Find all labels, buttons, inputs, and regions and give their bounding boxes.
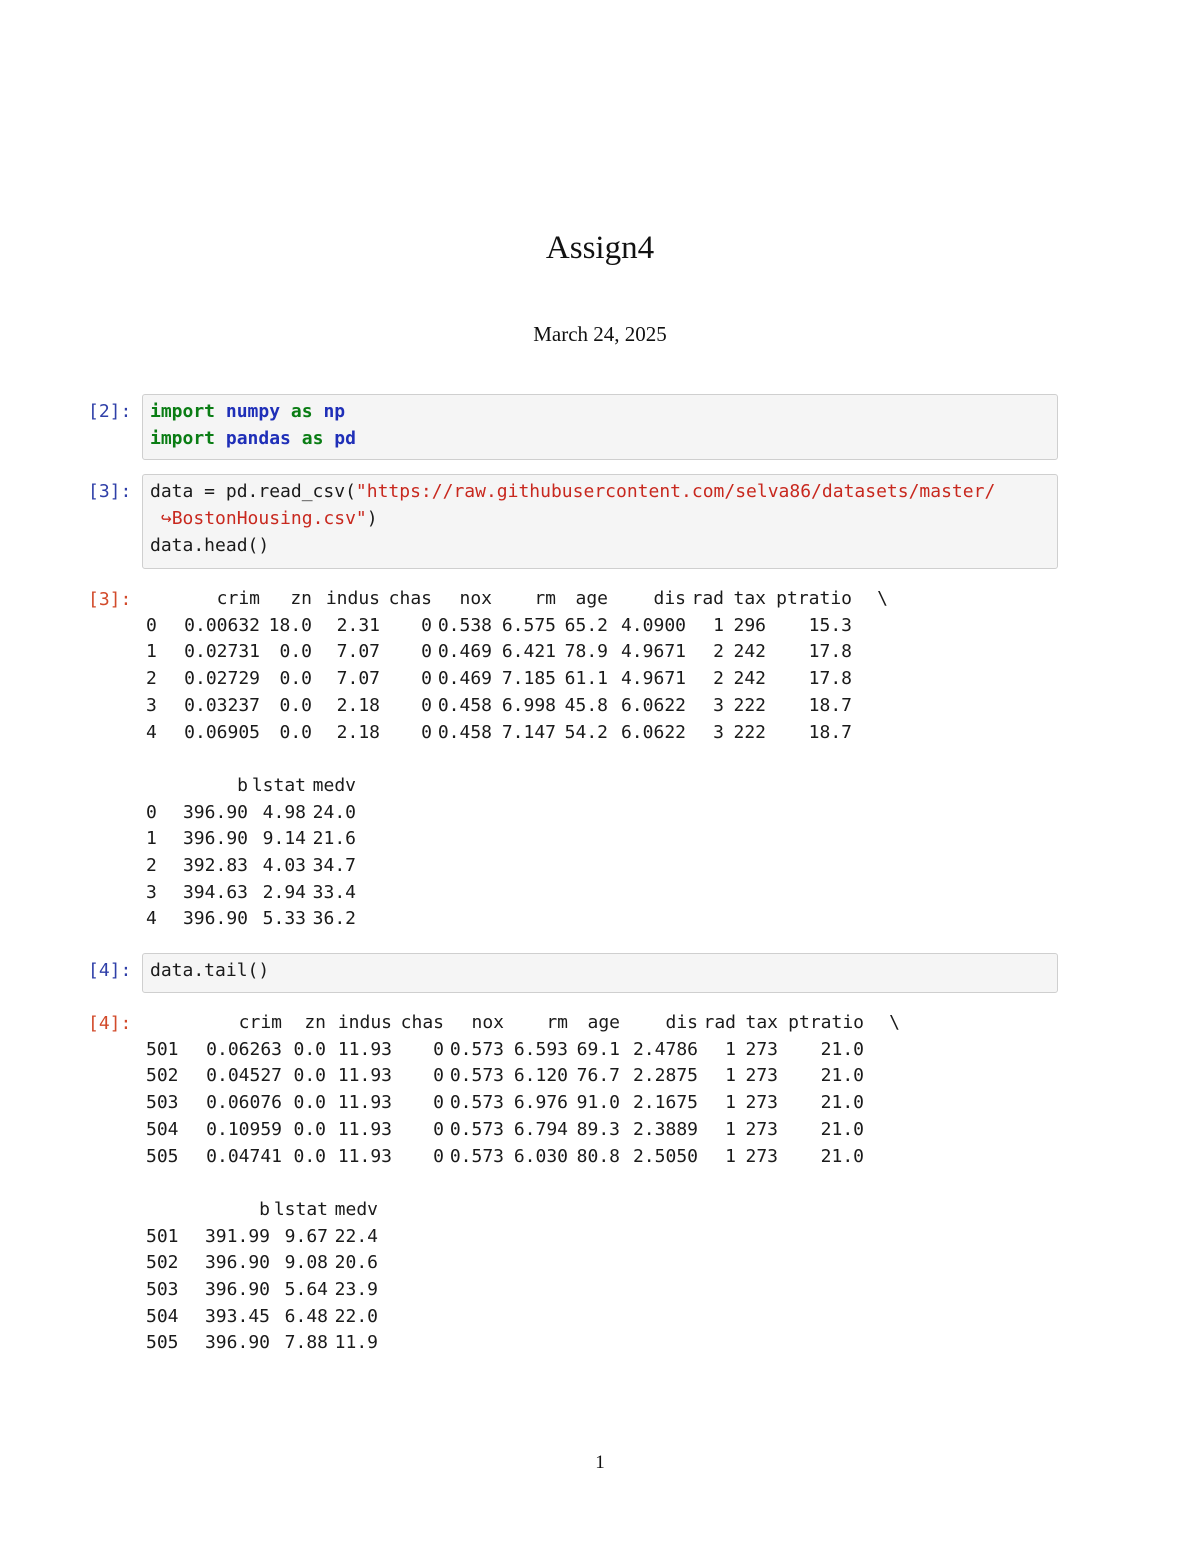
table-cell: 45.8 — [564, 694, 608, 716]
document-title: Assign4 — [545, 230, 655, 266]
table-cell: 11.93 — [337, 1118, 392, 1140]
table-cell: 396.90 — [182, 908, 248, 930]
table-cell: 5.33 — [262, 908, 306, 930]
table-cell: 0.06905 — [184, 721, 260, 743]
table-cell: 54.2 — [564, 721, 608, 743]
table-cell: 0.06263 — [206, 1038, 282, 1060]
table-cell: 2.3889 — [632, 1118, 698, 1140]
column-header — [146, 1197, 204, 1224]
table-cell: 396.90 — [204, 1252, 270, 1274]
table-row — [146, 1090, 900, 1117]
table-cell: 396.90 — [204, 1332, 270, 1354]
table-cell: 0.0 — [279, 668, 312, 690]
code-token: as — [301, 428, 324, 449]
table-cell: 18.0 — [268, 614, 312, 636]
code-line — [150, 398, 1057, 425]
row-index: 2 — [146, 668, 157, 690]
dataframe-output — [146, 586, 888, 933]
table-cell: 0.0 — [293, 1065, 326, 1087]
table-cell — [864, 1063, 900, 1090]
table-cell: 0.573 — [449, 1092, 504, 1114]
row-index: 502 — [146, 1252, 179, 1274]
code-token: as — [290, 401, 313, 422]
table-cell: 0 — [421, 694, 432, 716]
table-cell: 4.98 — [262, 801, 306, 823]
table-cell: 2.18 — [336, 694, 380, 716]
table-cell: 21.0 — [820, 1065, 864, 1087]
table-cell: 0 — [433, 1118, 444, 1140]
table-cell: 0.00632 — [184, 614, 260, 636]
dataframe-table — [146, 773, 356, 933]
table-cell — [864, 1144, 900, 1171]
column-header: ptratio — [776, 588, 852, 609]
table-cell: 21.0 — [820, 1092, 864, 1114]
column-header: \ — [877, 588, 888, 609]
column-header — [146, 773, 182, 800]
table-cell: 273 — [745, 1118, 778, 1140]
dataframe-table — [146, 1197, 378, 1357]
code-line — [150, 478, 1057, 505]
table-cell: 1 — [725, 1145, 736, 1167]
table-row — [146, 720, 888, 747]
code-token: "https://raw.githubusercontent.com/selva86/datasets/master/ — [355, 481, 996, 502]
table-cell: 78.9 — [564, 641, 608, 663]
table-cell: 6.593 — [513, 1038, 568, 1060]
code-token — [280, 401, 291, 422]
table-cell: 6.976 — [513, 1092, 568, 1114]
table-cell: 2.5050 — [632, 1145, 698, 1167]
column-header: ptratio — [788, 1012, 864, 1033]
table-cell: 0.469 — [437, 641, 492, 663]
table-row — [146, 1063, 900, 1090]
column-header: zn — [290, 588, 312, 609]
table-cell: 222 — [733, 721, 766, 743]
table-row — [146, 1250, 378, 1277]
table-cell: 17.8 — [808, 668, 852, 690]
column-header: tax — [733, 588, 766, 609]
dataframe-table — [146, 586, 888, 746]
table-cell: 34.7 — [312, 855, 356, 877]
code-token: BostonHousing.csv" — [171, 508, 367, 529]
column-header: chas — [400, 1012, 444, 1033]
table-cell: 0 — [421, 668, 432, 690]
column-header: nox — [471, 1012, 504, 1033]
table-cell: 69.1 — [576, 1038, 620, 1060]
table-cell: 0.573 — [449, 1118, 504, 1140]
table-cell — [852, 666, 888, 693]
table-cell: 17.8 — [808, 641, 852, 663]
table-row — [146, 1144, 900, 1171]
code-token: pd — [334, 428, 356, 449]
table-row — [146, 853, 356, 880]
row-index: 501 — [146, 1225, 179, 1247]
column-header: rm — [546, 1012, 568, 1033]
table-cell: 0.0 — [279, 721, 312, 743]
table-cell — [864, 1090, 900, 1117]
table-cell: 0 — [421, 721, 432, 743]
table-cell: 0 — [421, 641, 432, 663]
table-cell: 21.6 — [312, 828, 356, 850]
table-cell: 5.64 — [284, 1279, 328, 1301]
code-token: ↪ — [150, 508, 172, 529]
table-cell: 11.93 — [337, 1065, 392, 1087]
dataframe-output — [146, 1010, 900, 1357]
table-cell: 0.0 — [279, 641, 312, 663]
table-cell: 0.538 — [437, 614, 492, 636]
table-cell: 0.06076 — [206, 1092, 282, 1114]
table-cell: 15.3 — [808, 614, 852, 636]
table-cell: 392.83 — [182, 855, 248, 877]
table-cell: 0.02731 — [184, 641, 260, 663]
row-index: 0 — [146, 801, 157, 823]
table-cell: 242 — [733, 641, 766, 663]
code-token — [291, 428, 302, 449]
table-row — [146, 666, 888, 693]
table-row — [146, 826, 356, 853]
column-header: lstat — [251, 774, 306, 796]
column-header: chas — [388, 588, 432, 609]
code-token: np — [323, 401, 346, 422]
table-cell: 24.0 — [312, 801, 356, 823]
column-header: rad — [691, 588, 724, 609]
page-number: 1 — [595, 1452, 605, 1473]
table-cell: 2.4786 — [632, 1038, 698, 1060]
code-token: data.tail() — [150, 960, 270, 981]
table-cell: 1 — [725, 1038, 736, 1060]
table-cell: 7.07 — [336, 668, 380, 690]
code-token — [313, 401, 324, 422]
column-header: lstat — [273, 1198, 328, 1220]
table-cell: 65.2 — [564, 614, 608, 636]
document-date: March 24, 2025 — [533, 322, 667, 346]
table-cell: 396.90 — [182, 801, 248, 823]
table-cell — [852, 639, 888, 666]
table-cell — [852, 693, 888, 720]
row-index: 4 — [146, 721, 157, 743]
table-cell: 4.0900 — [620, 614, 686, 636]
table-cell: 0.0 — [279, 694, 312, 716]
column-header — [146, 1010, 204, 1037]
row-index: 2 — [146, 855, 157, 877]
table-cell: 0.0 — [293, 1092, 326, 1114]
table-header-row — [146, 586, 888, 613]
table-cell: 2 — [713, 668, 724, 690]
table-cell: 6.998 — [501, 694, 556, 716]
column-header: indus — [337, 1012, 392, 1033]
table-cell: 3 — [713, 694, 724, 716]
table-row — [146, 1304, 378, 1331]
row-index: 1 — [146, 641, 157, 663]
table-row — [146, 880, 356, 907]
table-cell — [864, 1117, 900, 1144]
table-cell: 0.573 — [449, 1065, 504, 1087]
table-cell: 9.67 — [284, 1225, 328, 1247]
table-row — [146, 613, 888, 640]
table-cell: 7.07 — [336, 641, 380, 663]
table-cell: 0 — [421, 614, 432, 636]
code-token — [215, 401, 226, 422]
table-cell: 0.0 — [293, 1145, 326, 1167]
table-cell: 222 — [733, 694, 766, 716]
table-cell: 11.9 — [334, 1332, 378, 1354]
table-row — [146, 906, 356, 933]
table-cell: 6.030 — [513, 1145, 568, 1167]
table-cell: 2.94 — [262, 881, 306, 903]
table-cell: 80.8 — [576, 1145, 620, 1167]
code-cell[interactable] — [142, 394, 1058, 460]
table-cell: 0.458 — [437, 694, 492, 716]
column-header: b — [259, 1198, 270, 1220]
table-cell: 18.7 — [808, 694, 852, 716]
table-cell: 0 — [433, 1092, 444, 1114]
code-token: pandas — [225, 428, 291, 449]
input-prompt: [3]: — [88, 481, 132, 502]
row-index: 504 — [146, 1305, 179, 1327]
table-cell: 396.90 — [204, 1279, 270, 1301]
code-token: import — [150, 428, 216, 449]
table-cell: 0.04527 — [206, 1065, 282, 1087]
table-cell: 273 — [745, 1065, 778, 1087]
table-cell: 6.575 — [501, 614, 556, 636]
table-cell: 0.469 — [437, 668, 492, 690]
table-cell: 273 — [745, 1038, 778, 1060]
column-header: zn — [304, 1012, 326, 1033]
table-cell: 2.1675 — [632, 1092, 698, 1114]
table-cell: 33.4 — [312, 881, 356, 903]
column-header: crim — [238, 1012, 282, 1033]
table-cell: 396.90 — [182, 828, 248, 850]
column-header: b — [237, 774, 248, 796]
table-cell: 296 — [733, 614, 766, 636]
table-cell: 36.2 — [312, 908, 356, 930]
table-cell: 2 — [713, 641, 724, 663]
row-index: 3 — [146, 694, 157, 716]
table-cell: 0.458 — [437, 721, 492, 743]
table-cell: 0 — [433, 1038, 444, 1060]
column-header: age — [587, 1012, 620, 1033]
table-cell: 0.573 — [449, 1145, 504, 1167]
table-cell: 7.88 — [284, 1332, 328, 1354]
column-header: tax — [745, 1012, 778, 1033]
table-cell: 4.9671 — [620, 668, 686, 690]
column-header: dis — [665, 1012, 698, 1033]
table-cell: 21.0 — [820, 1145, 864, 1167]
table-cell: 7.147 — [501, 721, 556, 743]
row-index: 1 — [146, 828, 157, 850]
table-cell — [852, 720, 888, 747]
table-cell: 1 — [713, 614, 724, 636]
table-cell: 9.08 — [284, 1252, 328, 1274]
table-cell: 9.14 — [262, 828, 306, 850]
code-cell[interactable] — [142, 474, 1058, 569]
column-header: dis — [653, 588, 686, 609]
code-token: ) — [366, 508, 378, 529]
code-token: data.head() — [150, 535, 270, 556]
table-cell: 1 — [725, 1065, 736, 1087]
table-cell: 61.1 — [564, 668, 608, 690]
column-header: indus — [325, 588, 380, 609]
output-prompt: [3]: — [88, 589, 132, 610]
table-cell: 89.3 — [576, 1118, 620, 1140]
table-cell: 22.4 — [334, 1225, 378, 1247]
table-cell: 0 — [433, 1145, 444, 1167]
table-cell: 76.7 — [576, 1065, 620, 1087]
code-line — [150, 425, 1057, 452]
column-header: medv — [334, 1198, 378, 1220]
table-cell: 242 — [733, 668, 766, 690]
table-cell: 3 — [713, 721, 724, 743]
table-cell: 11.93 — [337, 1038, 392, 1060]
table-cell: 11.93 — [337, 1145, 392, 1167]
row-index: 505 — [146, 1145, 179, 1167]
table-cell: 6.421 — [501, 641, 556, 663]
row-index: 502 — [146, 1065, 179, 1087]
input-prompt: [4]: — [88, 960, 132, 981]
column-header: rm — [534, 588, 556, 609]
table-cell: 21.0 — [820, 1118, 864, 1140]
table-cell: 0.573 — [449, 1038, 504, 1060]
code-line — [150, 505, 1057, 532]
code-token: import — [150, 401, 216, 422]
row-index: 503 — [146, 1279, 179, 1301]
block-spacer — [146, 1170, 900, 1197]
row-index: 501 — [146, 1038, 179, 1060]
table-cell — [864, 1037, 900, 1064]
table-cell: 273 — [745, 1092, 778, 1114]
table-row — [146, 1117, 900, 1144]
table-cell: 22.0 — [334, 1305, 378, 1327]
table-cell: 6.48 — [284, 1305, 328, 1327]
table-cell: 0.02729 — [184, 668, 260, 690]
row-index: 4 — [146, 908, 157, 930]
table-cell: 0.0 — [293, 1038, 326, 1060]
table-cell: 4.9671 — [620, 641, 686, 663]
table-cell: 7.185 — [501, 668, 556, 690]
table-cell: 2.2875 — [632, 1065, 698, 1087]
row-index: 505 — [146, 1332, 179, 1354]
table-cell: 20.6 — [334, 1252, 378, 1274]
code-line — [150, 957, 1057, 984]
table-cell: 2.31 — [336, 614, 380, 636]
table-row — [146, 1330, 378, 1357]
output-prompt: [4]: — [88, 1013, 132, 1034]
table-cell: 2.18 — [336, 721, 380, 743]
table-row — [146, 1224, 378, 1251]
table-header-row — [146, 773, 356, 800]
table-cell: 273 — [745, 1145, 778, 1167]
code-token: data = pd.read_csv( — [150, 481, 356, 502]
table-cell: 21.0 — [820, 1038, 864, 1060]
input-prompt: [2]: — [88, 401, 132, 422]
table-cell: 91.0 — [576, 1092, 620, 1114]
table-cell: 0.0 — [293, 1118, 326, 1140]
block-spacer — [146, 746, 888, 773]
column-header: \ — [889, 1012, 900, 1033]
row-index: 504 — [146, 1118, 179, 1140]
table-row — [146, 693, 888, 720]
table-cell: 6.0622 — [620, 694, 686, 716]
table-cell — [852, 613, 888, 640]
table-cell: 394.63 — [182, 881, 248, 903]
table-cell: 0 — [433, 1065, 444, 1087]
code-token — [215, 428, 226, 449]
dataframe-table — [146, 1010, 900, 1170]
table-row — [146, 1277, 378, 1304]
column-header: crim — [216, 588, 260, 609]
table-cell: 18.7 — [808, 721, 852, 743]
table-cell: 1 — [725, 1092, 736, 1114]
column-header: nox — [459, 588, 492, 609]
table-cell: 4.03 — [262, 855, 306, 877]
table-cell: 0.10959 — [206, 1118, 282, 1140]
table-cell: 0.04741 — [206, 1145, 282, 1167]
table-header-row — [146, 1197, 378, 1224]
code-token: numpy — [225, 401, 281, 422]
table-row — [146, 1037, 900, 1064]
table-cell: 391.99 — [204, 1225, 270, 1247]
code-token — [323, 428, 334, 449]
row-index: 3 — [146, 881, 157, 903]
table-row — [146, 639, 888, 666]
table-cell: 11.93 — [337, 1092, 392, 1114]
table-row — [146, 800, 356, 827]
column-header: rad — [703, 1012, 736, 1033]
code-cell[interactable] — [142, 953, 1058, 993]
table-cell: 6.0622 — [620, 721, 686, 743]
table-cell: 1 — [725, 1118, 736, 1140]
row-index: 503 — [146, 1092, 179, 1114]
table-cell: 6.794 — [513, 1118, 568, 1140]
table-cell: 23.9 — [334, 1279, 378, 1301]
column-header: medv — [312, 774, 356, 796]
table-header-row — [146, 1010, 900, 1037]
table-cell: 0.03237 — [184, 694, 260, 716]
row-index: 0 — [146, 614, 157, 636]
code-line — [150, 532, 1057, 559]
column-header — [146, 586, 182, 613]
table-cell: 393.45 — [204, 1305, 270, 1327]
table-cell: 6.120 — [513, 1065, 568, 1087]
column-header: age — [575, 588, 608, 609]
